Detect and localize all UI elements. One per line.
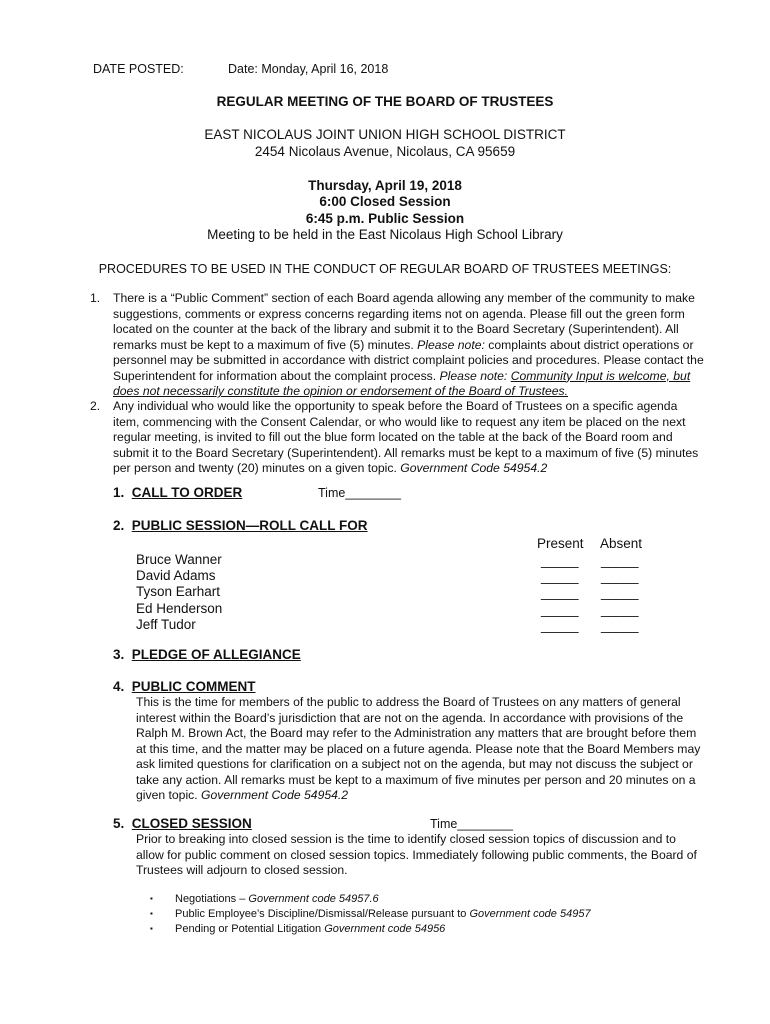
topic-code: Government code 54957 [469, 908, 591, 920]
procedure-2-line-text: per person and twenty (20) minutes on a given topic. [113, 461, 401, 475]
public-comment-line [136, 788, 700, 804]
date-line: Date: Monday, April 16, 2018 [228, 62, 389, 76]
present-column-label: Present [537, 536, 584, 551]
call-to-order-heading: CALL TO ORDER [131, 485, 243, 500]
closed-session-topic [150, 923, 591, 938]
agenda-item-call-to-order [113, 485, 242, 500]
absent-blank[interactable]: _____ [601, 585, 639, 600]
procedure-number-2: 2. [90, 399, 101, 413]
public-comment-line: interest within the Board’s jurisdiction that are not on the agenda. In accordance with provisions of the [136, 710, 684, 725]
closed-session-topic [150, 908, 591, 923]
present-blank[interactable]: _____ [541, 602, 579, 617]
closed-session-topics [150, 893, 591, 938]
procedure-item-2 [113, 399, 726, 477]
public-comment-body [136, 695, 700, 804]
present-blank[interactable]: _____ [541, 553, 579, 568]
absent-blank[interactable]: _____ [601, 569, 639, 584]
public-comment-line: Ralph M. Brown Act, the Board may refer to the Administration any matters that are brought before them [136, 726, 697, 740]
bullet-icon: ▪ [150, 909, 153, 918]
member-name: David Adams [136, 568, 216, 583]
present-blank[interactable]: _____ [541, 618, 579, 633]
agenda-item-pledge [113, 647, 301, 662]
community-input-note: Community Input is welcome, but [510, 368, 691, 383]
absent-blank[interactable]: _____ [601, 553, 639, 568]
procedure-1-line [113, 369, 726, 385]
topic-code: Government code 54957.6 [248, 893, 379, 905]
agenda-number: 3. [113, 647, 125, 662]
agenda-number: 4. [113, 679, 125, 694]
bullet-icon: ▪ [150, 924, 153, 933]
meeting-location: Meeting to be held in the East Nicolaus High School Library [207, 227, 563, 242]
endorsement-note: does not necessarily constitute the opinion or endorsement of the Board of Trustees. [113, 384, 569, 398]
procedure-1-line: located on the counter at the back of the library and submit it to the Board Secretary (Superintendent). All [113, 322, 679, 336]
public-comment-line: at this time, and the matter may be placed on a future agenda. Please note that the Board Members may [136, 741, 701, 756]
public-session-time: 6:45 p.m. Public Session [305, 211, 465, 226]
procedure-2-line: regular meeting, is invited to fill out the blue form located on the table at the back of the Board room and [113, 430, 673, 444]
bullet-icon: ▪ [150, 894, 153, 903]
member-name: Bruce Wanner [136, 552, 222, 567]
procedure-item-1 [113, 291, 726, 400]
topic-code: Government code 54956 [324, 923, 446, 935]
government-code-ref: Government Code 54954.2 [400, 461, 548, 475]
procedure-1-line-text: remarks must be kept to a maximum of five (5) minutes. [113, 337, 414, 352]
district-name: EAST NICOLAUS JOINT UNION HIGH SCHOOL DISTRICT [204, 127, 566, 142]
procedure-1-line: personnel may be submitted in accordance with district complaint policies and procedures. Please contact the [113, 353, 704, 367]
agenda-number: 2. [113, 518, 125, 533]
procedure-1-line: There is a “Public Comment” section of each Board agenda allowing any member of the community to make [113, 291, 695, 305]
closed-session-heading: CLOSED SESSION [131, 816, 252, 831]
procedures-heading: PROCEDURES TO BE USED IN THE CONDUCT OF REGULAR BOARD OF TRUSTEES MEETINGS: [98, 262, 672, 276]
agenda-item-roll-call [113, 518, 368, 533]
absent-blank[interactable]: _____ [601, 602, 639, 617]
public-comment-line: This is the time for members of the public to address the Board of Trustees on any matters of general [136, 695, 681, 709]
closed-session-time: 6:00 Closed Session [319, 194, 451, 209]
member-name: Jeff Tudor [136, 617, 196, 632]
closed-session-line: allow for public comment on closed session topics. Immediately following public comments, the Board of [136, 847, 697, 862]
procedure-1-line-text: complaints about district operations or [484, 337, 694, 352]
procedure-1-line-text: Superintendent for information about the complaint process. [113, 368, 440, 383]
topic-text: Public Employee’s Discipline/Dismissal/Release pursuant to [175, 908, 470, 920]
public-comment-line-text: given topic. [136, 788, 202, 802]
absent-blank[interactable]: _____ [601, 618, 639, 633]
procedure-1-line [113, 338, 726, 354]
agenda-number: 5. [113, 816, 125, 831]
district-address: 2454 Nicolaus Avenue, Nicolaus, CA 95659 [254, 144, 516, 159]
government-code-ref: Government Code 54954.2 [201, 788, 349, 802]
closed-session-body [136, 832, 697, 879]
closed-session-line: Prior to breaking into closed session is the time to identify closed session topics of discussion and to [136, 832, 676, 846]
pledge-heading: PLEDGE OF ALLEGIANCE [131, 647, 301, 662]
procedure-1-line: suggestions, comments or express concerns regarding items not on agenda. Please fill out the green form [113, 306, 685, 321]
closed-session-time-blank[interactable]: Time________ [430, 817, 513, 831]
please-note-italic: Please note: [417, 337, 485, 352]
public-comment-line: take any action. All remarks must be kept to a maximum of five minutes per person and 20 minutes on a [136, 772, 696, 787]
procedure-2-line: submit it to the Board Secretary (Superintendent). All remarks must be kept to a maximum of five (5) minutes [113, 445, 699, 460]
please-note-italic: Please note: [439, 368, 508, 383]
member-name: Ed Henderson [136, 601, 223, 616]
member-name: Tyson Earhart [136, 584, 221, 599]
public-comment-line: ask limited questions for clarification on a subject not on the agenda, but may not discuss the subject or [136, 757, 693, 771]
agenda-number: 1. [113, 485, 125, 500]
call-to-order-time-blank[interactable]: Time________ [318, 486, 401, 500]
topic-text: Negotiations – [175, 893, 249, 905]
closed-session-topic [150, 893, 591, 908]
meeting-date: Thursday, April 19, 2018 [308, 178, 462, 193]
procedure-2-line: Any individual who would like the opportunity to speak before the Board of Trustees on a specific agenda [113, 399, 678, 413]
document-title: REGULAR MEETING OF THE BOARD OF TRUSTEES [216, 94, 554, 109]
procedure-number-1: 1. [90, 291, 101, 305]
agenda-item-closed-session [113, 816, 252, 831]
present-blank[interactable]: _____ [541, 569, 579, 584]
date-posted-label: DATE POSTED: [93, 62, 184, 76]
procedure-2-line [113, 461, 726, 477]
topic-text: Pending or Potential Litigation [175, 923, 325, 935]
present-blank[interactable]: _____ [541, 585, 579, 600]
procedure-2-line: item, commencing with the Consent Calendar, or who would like to request any item be placed on the next [113, 414, 686, 429]
absent-column-label: Absent [600, 536, 643, 551]
public-comment-heading: PUBLIC COMMENT [131, 679, 256, 694]
agenda-item-public-comment [113, 679, 256, 694]
closed-session-line: Trustees will adjourn to closed session. [136, 863, 348, 877]
roll-call-heading: PUBLIC SESSION—ROLL CALL FOR [131, 518, 368, 533]
